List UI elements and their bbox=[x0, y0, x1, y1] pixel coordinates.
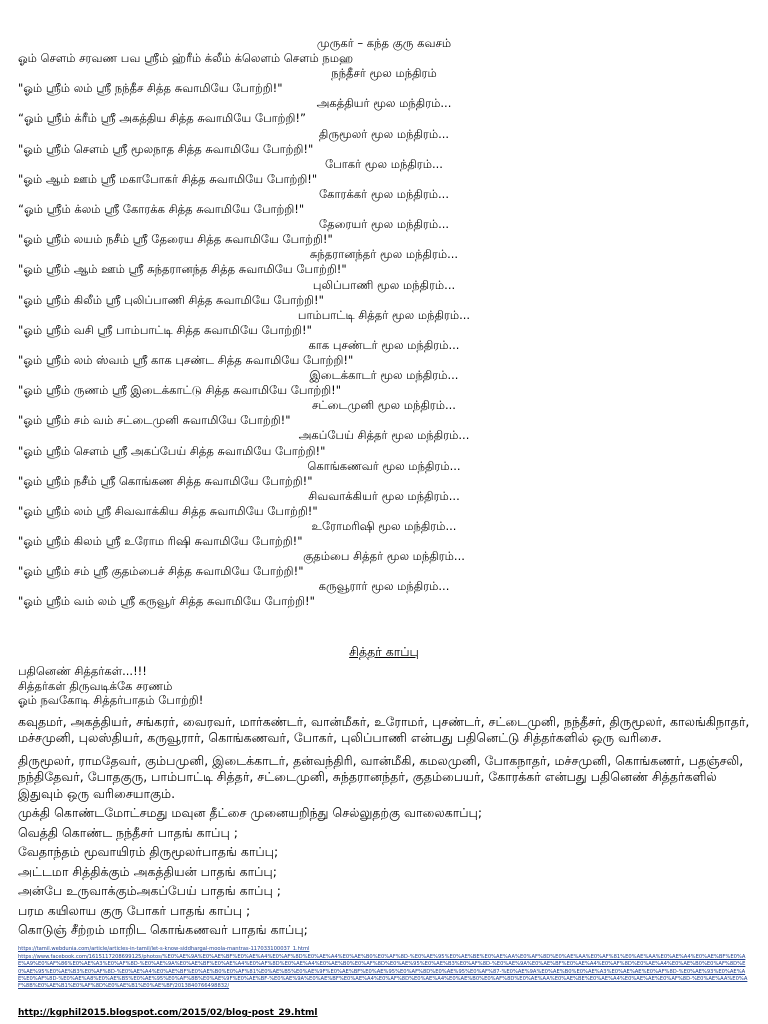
mantra-heading: தேரையர் மூல மந்திரம்... bbox=[318, 217, 450, 232]
mantra-heading: இடைக்காடர் மூல மந்திரம்... bbox=[309, 368, 459, 383]
mantra-line: "ஓம் ஸ்ரீம் நசீம் ஸ்ரீ கொங்கண சித்த சுவாமியே போற்றி!" bbox=[18, 473, 313, 488]
intro-line: சித்தர்கள் திருவடிக்கே சரணம் bbox=[18, 678, 173, 693]
mantra-line: "ஓம் ஸ்ரீம் ஆம் ஊம் ஸ்ரீ சுந்தரானந்த சித்த சுவாமியே போற்றி!" bbox=[18, 262, 347, 277]
mantra-list bbox=[18, 36, 750, 610]
kappu-line: அட்டமா சித்திக்கும் அகத்தியன் பாதங் காப்பு; bbox=[18, 863, 277, 879]
mantra-line: "ஓம் ஆம் ஊம் ஸ்ரீ மகாபோகர் சித்த சுவாமியே போற்றி!" bbox=[18, 171, 318, 186]
mantra-heading: காக புசண்டர் மூல மந்திரம்... bbox=[308, 337, 460, 352]
reference-link[interactable]: https://tamil.webdunia.com/article/articles-in-tamil/let-s-know-siddhargal-moola-mantras-117033100037_1.html bbox=[18, 946, 310, 952]
kappu-line: அன்பே உருவாக்கும்அகப்பேய் பாதங் காப்பு ; bbox=[18, 883, 281, 898]
mantra-heading: உரோமரிஷி மூல மந்திரம்... bbox=[311, 519, 457, 533]
mantra-line: "ஓம் ஸ்ரீம் கிலீம் ஸ்ரீ புலிப்பாணி சித்த சுவாமியே போற்றி!" bbox=[18, 292, 324, 307]
mantra-line: “ஓம் ஸ்ரீம் க்ரீம் ஸ்ரீ அகத்திய சித்த சுவாமியே போற்றி!” bbox=[18, 111, 306, 126]
mantra-line: "ஓம் ஸ்ரீம் லம் ஸ்ரீ சிவவாக்கிய சித்த சுவாமியே போற்றி!" bbox=[18, 503, 318, 518]
kappu-line: முக்தி கொண்டமோட்சமது மவுன தீட்சை முனையறிந்து செல்லுதற்கு வாலைகாப்பு; bbox=[18, 805, 483, 820]
kappu-line: கொடுஞ் சீற்றம் மாறிட கொங்கணவர் பாதங் காப்பு; bbox=[18, 922, 308, 937]
mantra-heading: அகத்தியர் மூல மந்திரம்... bbox=[316, 96, 452, 111]
reference-link[interactable]: https://www.facebook.com/1615117208699125/photos/%E0%AE%9A%E0%AE%BF%E0%AE%A4%E0%AF%8D%E0%AE%A4%E0%AE%B0%E0%AF%8D-%E0%AE%95%E0%AE%BE%E0%AE%AA%E0%AF%8D%E0%AE%AA%E0%AF%81%E0%AE%AA%E0%AE%A4%E0%AE%BF%E0%AE%A9%E0%AF%86%E0%AE%A3%E0%AF%8D-%E0%AE%9A%E0%AE%BF%E0%AE%A4%E0%AF%8D%E0%AE%A4%E0%AE%B0%E0%AF%8D%E0%AE%95%E0%AE%B3%E0%AF%8D-%E0%AE%9A%E0%AE%BF%E0%AE%A4%E0%AF%8D%E0%AE%A4%E0%AE%B0%E0%AF%8D%E0%AE%95%E0%AE%B3%E0%AF%8D-%E0%AE%A4%E0%AE%BF%E0%AE%B0%E0%AF%81%E0%AE%B5%E0%AE%9F%E0%AE%BF%E0%AE%95%E0%AF%8D%E0%AE%95%E0%AF%87-%E0%AE%9A%E0%AE%B0%E0%AE%A3%E0%AE%AE%E0%AF%8D-%E0%AE%93%E0%AE%AE%E0%AF%8D-%E0%AE%A8%E0%AE%B5%E0%AE%95%E0%AF%8B%E0%AE%9F%E0%AE%BF-%E0%AE%9A%E0%AE%BF%E0%AE%A4%E0%AF%8D%E0%AE%A4%E0%AE%B0%E0%AF%8D%E0%AE%AA%E0%AE%BE%E0%AE%A4%E0%AE%AE%E0%AF%8D-%E0%AE%AA%E0%AF%8B%E0%AE%B1%E0%AF%8D%E0%AE%B1%E0%AE%BF/2013840766498832/ bbox=[18, 954, 748, 990]
reference-links bbox=[18, 946, 750, 991]
footer-url[interactable]: http://kgphil2015.blogspot.com/2015/02/blog-post_29.html bbox=[18, 1008, 318, 1018]
intro-line: பதினெண் சித்தர்கள்...!!! bbox=[18, 664, 147, 678]
mantra-line: "ஓம் ஸ்ரீம் லம் ஸ்வம் ஸ்ரீ காக புசண்ட சித்த சுவாமியே போற்றி!" bbox=[18, 352, 354, 367]
mantra-line: "ஓம் ஸ்ரீம் கிலம் ஸ்ரீ உரோம ரிஷி சுவாமியே போற்றி!" bbox=[18, 534, 303, 549]
mantra-line: "ஓம் ஸ்ரீம் சௌம் ஸ்ரீ மூலநாத சித்த சுவாமியே போற்றி!" bbox=[18, 141, 314, 156]
mantra-heading: முருகர் – கந்த குரு கவசம் bbox=[316, 36, 452, 50]
siddhar-kappu-section bbox=[18, 644, 750, 939]
kappu-line: பரம கயிலாய குரு போகர் பாதங் காப்பு ; bbox=[18, 902, 251, 918]
mantra-line: "ஓம் ஸ்ரீம் சம் வம் சட்டைமுனி சுவாமியே போற்றி!" bbox=[18, 413, 291, 428]
section-intro bbox=[18, 664, 750, 708]
mantra-heading: சிவவாக்கியர் மூல மந்திரம்... bbox=[308, 488, 460, 503]
mantra-line: "ஓம் ஸ்ரீம் வம் லம் ஸ்ரீ கருவூர் சித்த சுவாமியே போற்றி!" bbox=[18, 594, 315, 609]
intro-line: ஓம் நவகோடி சித்தர்பாதம் போற்றி! bbox=[18, 693, 204, 707]
mantra-heading: அகப்பேய் சித்தர் மூல மந்திரம்... bbox=[298, 428, 470, 443]
kappu-line: வெத்தி கொண்ட நந்தீசர் பாதங் காப்பு ; bbox=[18, 824, 238, 840]
kappu-line: வேதாந்தம் மூவாயிரம் திருமூலர்பாதங் காப்பு; bbox=[18, 844, 279, 859]
mantra-heading: புலிப்பாணி மூல மந்திரம்... bbox=[312, 277, 456, 292]
mantra-heading: குதம்பை சித்தர் மூல மந்திரம்... bbox=[303, 549, 465, 564]
mantra-line: "ஓம் ஸ்ரீம் லயம் நசீம் ஸ்ரீ தேரைய சித்த சுவாமியே போற்றி!" bbox=[18, 232, 333, 247]
mantra-heading: போகர் மூல மந்திரம்... bbox=[325, 156, 443, 171]
kappu-lines bbox=[18, 805, 750, 939]
mantra-line: "ஓம் ஸ்ரீம் லம் ஸ்ரீ நந்தீச சித்த சுவாமியே போற்றி!" bbox=[18, 81, 283, 96]
siddhar-list-paragraph-2: திருமூலர், ராமதேவர், கும்பமுனி, இடைக்காடர், தன்வந்திரி, வான்மீகி, கமலமுனி, போகநாதர், மச்சமுனி, கொங்கணர், பதஞ்சலி, நந்திதேவர், போதகுரு, பாம்பாட்டி சித்தர், சட்டைமுனி, சுந்தரானந்தர், குதம்பையர், கோரக்கர் என்பது பதினெண் சித்தர்களில் இதுவும் ஒரு வரிசையாகும். bbox=[18, 752, 744, 801]
mantra-heading: கொங்கணவர் மூல மந்திரம்... bbox=[307, 458, 461, 473]
mantra-heading: கருவூரார் மூல மந்திரம்... bbox=[318, 579, 450, 594]
mantra-line: "ஓம் ஸ்ரீம் வசி ஸ்ரீ பாம்பாட்டி சித்த சுவாமியே போற்றி!" bbox=[18, 322, 312, 337]
mantra-heading: நந்தீசர் மூல மந்திரம் bbox=[331, 66, 437, 81]
mantra-line: "ஓம் ஸ்ரீம் ருணம் ஸ்ரீ இடைக்காட்டு சித்த சுவாமியே போற்றி!" bbox=[18, 383, 342, 398]
mantra-heading: கோரக்கர் மூல மந்திரம்... bbox=[319, 186, 449, 201]
mantra-heading: திருமூலர் மூல மந்திரம்... bbox=[318, 126, 450, 141]
mantra-line: ஓம் சௌம் சரவண பவ ஸ்ரீம் ஹ்ரீம் க்லீம் க்லௌம் சௌம் நமஹ bbox=[18, 51, 354, 66]
mantra-heading: சட்டைமுனி மூல மந்திரம்... bbox=[312, 398, 456, 413]
mantra-heading: சுந்தரானந்தர் மூல மந்திரம்... bbox=[309, 247, 459, 262]
siddhar-list-paragraph-1: கவுதமர், அகத்தியர், சங்கரர், வைரவர், மார்கண்டர், வான்மீகர், உரோமர், புசண்டர், சட்டைமுனி, நந்தீசர், திருமூலர், காலங்கிநாதர், மச்சமுனி, புலஸ்தியர், கருவூரார், கொங்கணவர், போகர், புலிப்பாணி என்பது பதினெட்டு சித்தர்களில் ஒரு வரிசை. bbox=[18, 713, 750, 745]
mantra-line: "ஓம் ஸ்ரீம் சம் ஸ்ரீ குதம்பைச் சித்த சுவாமியே போற்றி!" bbox=[18, 564, 304, 579]
mantra-line: “ஓம் ஸ்ரீம் க்லம் ஸ்ரீ கோரக்க சித்த சுவாமியே போற்றி!" bbox=[18, 202, 305, 217]
section-title: சித்தர் காப்பு bbox=[349, 644, 419, 659]
mantra-heading: பாம்பாட்டி சித்தர் மூல மந்திரம்... bbox=[297, 307, 471, 322]
mantra-line: "ஓம் ஸ்ரீம் சௌம் ஸ்ரீ அகப்பேய் சித்த சுவாமியே போற்றி!" bbox=[18, 443, 326, 458]
